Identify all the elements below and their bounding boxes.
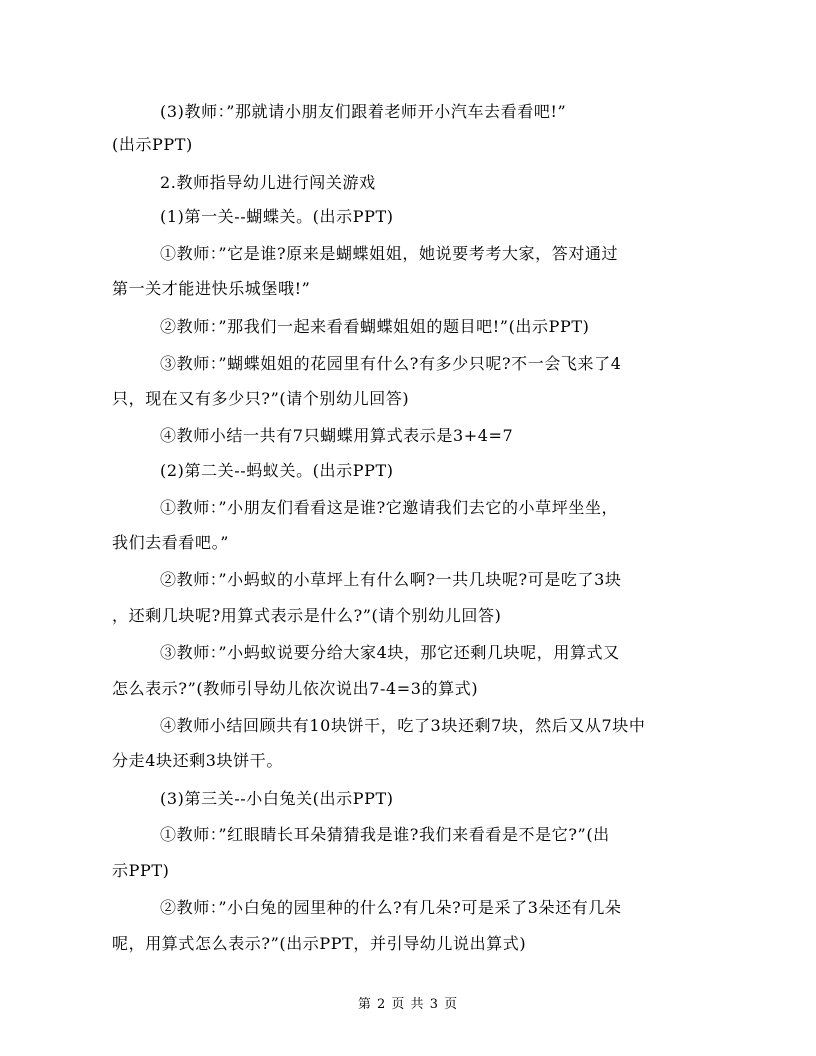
paragraph-line: 第一关才能进快乐城堡哦!” [112, 279, 311, 298]
page-number-footer: 第 2 页 共 3 页 [357, 997, 459, 1012]
paragraph-line: ④教师小结回顾共有10块饼干，吃了3块还剩7块，然后又从7块中 [160, 716, 646, 735]
paragraph-line: 我们去看看吧。” [112, 533, 229, 552]
paragraph-line: 只，现在又有多少只?”(请个别幼儿回答) [112, 389, 410, 408]
paragraph-line: (出示PPT) [112, 135, 193, 154]
paragraph-line: ②教师：”小白兔的园里种的什么?有几朵?可是采了3朵还有几朵 [160, 898, 622, 917]
paragraph-line: ④教师小结一共有7只蝴蝶用算式表示是3+4=7 [160, 426, 514, 445]
paragraph-line: 呢，用算式怎么表示?”(出示PPT，并引导幼儿说出算式) [112, 934, 527, 953]
paragraph-line: ②教师：”那我们一起来看看蝴蝶姐姐的题目吧!”(出示PPT) [160, 317, 590, 336]
paragraph-line: (3)教师：”那就请小朋友们跟着老师开小汽车去看看吧!” [160, 102, 567, 121]
section-heading: 2.教师指导幼儿进行闯关游戏 [160, 173, 376, 192]
subsection-heading: (2)第二关--蚂蚁关。(出示PPT) [160, 461, 394, 480]
paragraph-line: ②教师：”小蚂蚁的小草坪上有什么啊?一共几块呢?可是吃了3块 [160, 570, 622, 589]
paragraph-line: ①教师：”它是谁?原来是蝴蝶姐姐，她说要考考大家，答对通过 [160, 244, 619, 263]
subsection-heading: (1)第一关--蝴蝶关。(出示PPT) [160, 207, 394, 226]
paragraph-line: 怎么表示?”(教师引导幼儿依次说出7-4=3的算式) [112, 679, 479, 698]
paragraph-line: 分走4块还剩3块饼干。 [112, 751, 283, 770]
paragraph-line: 示PPT) [112, 861, 170, 880]
paragraph-line: ①教师：”小朋友们看看这是谁?它邀请我们去它的小草坪坐坐， [160, 498, 619, 517]
subsection-heading: (3)第三关--小白兔关(出示PPT) [160, 789, 394, 808]
paragraph-line: ③教师：”蝴蝶姐姐的花园里有什么?有多少只呢?不一会飞来了4 [160, 354, 622, 373]
paragraph-line: ，还剩几块呢?用算式表示是什么?”(请个别幼儿回答) [112, 606, 502, 625]
paragraph-line: ①教师：”红眼睛长耳朵猜猜我是谁?我们来看看是不是它?”(出 [160, 825, 610, 844]
paragraph-line: ③教师：”小蚂蚁说要分给大家4块，那它还剩几块呢，用算式又 [160, 643, 620, 662]
